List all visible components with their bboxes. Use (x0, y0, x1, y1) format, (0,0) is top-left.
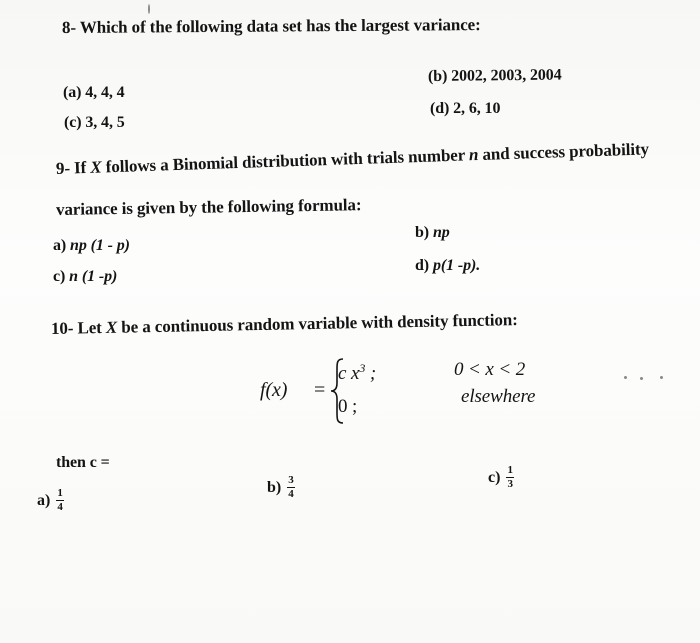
option-label: b) (267, 478, 282, 496)
fraction-numerator: 3 (288, 474, 294, 486)
question-8-text: 8- Which of the following data set has the largest variance: (61, 15, 481, 37)
case-1-condition: 0 < x < 2 (454, 359, 526, 380)
question-8-option-d: (d) 2, 6, 10 (430, 100, 501, 117)
question-9-line-1: 9- If X follows a Binomial distribution with trials number n and success probability (55, 139, 650, 178)
density-function-formula (256, 357, 566, 427)
case-2-expression: 0 ; (338, 396, 358, 417)
fx-label: f(x) (260, 379, 288, 401)
fraction (506, 465, 514, 490)
scan-speck (660, 376, 663, 379)
question-9-option-d: d) p(1 -p). (415, 257, 481, 274)
question-8-option-a: (a) 4, 4, 4 (63, 84, 125, 101)
fraction-denominator: 3 (507, 478, 513, 490)
option-label: c) (488, 468, 501, 486)
question-8-option-b: (b) 2002, 2003, 2004 (427, 66, 562, 85)
case-2-condition: elsewhere (461, 386, 536, 407)
question-10-option-b (267, 475, 295, 500)
question-8-option-c: (c) 3, 4, 5 (64, 114, 125, 131)
fraction (287, 475, 295, 500)
question-9-option-a: a) np (1 - p) (53, 237, 130, 254)
question-10-option-c (488, 465, 514, 490)
case-1-expression: c $x^3$ ; (338, 361, 377, 384)
then-c-prompt: then c = (56, 454, 110, 471)
option-label: a) (37, 491, 51, 509)
fraction-numerator: 1 (507, 464, 513, 476)
fraction-denominator: 4 (288, 488, 294, 500)
equals-sign: = (314, 379, 326, 401)
question-9-option-c: c) n (1 -p) (53, 268, 118, 285)
scan-speck (624, 376, 627, 379)
scan-speck (148, 4, 150, 14)
question-9-line-2: variance is given by the following formula: (55, 195, 362, 219)
question-9-option-b: b) np (415, 224, 450, 241)
fraction-numerator: 1 (57, 487, 63, 499)
question-10-option-a (37, 488, 64, 513)
fraction-denominator: 4 (57, 501, 63, 513)
question-10-text: 10- Let X be a continuous random variable with density function: (50, 310, 518, 338)
scan-speck (640, 377, 643, 380)
fraction (56, 488, 64, 513)
